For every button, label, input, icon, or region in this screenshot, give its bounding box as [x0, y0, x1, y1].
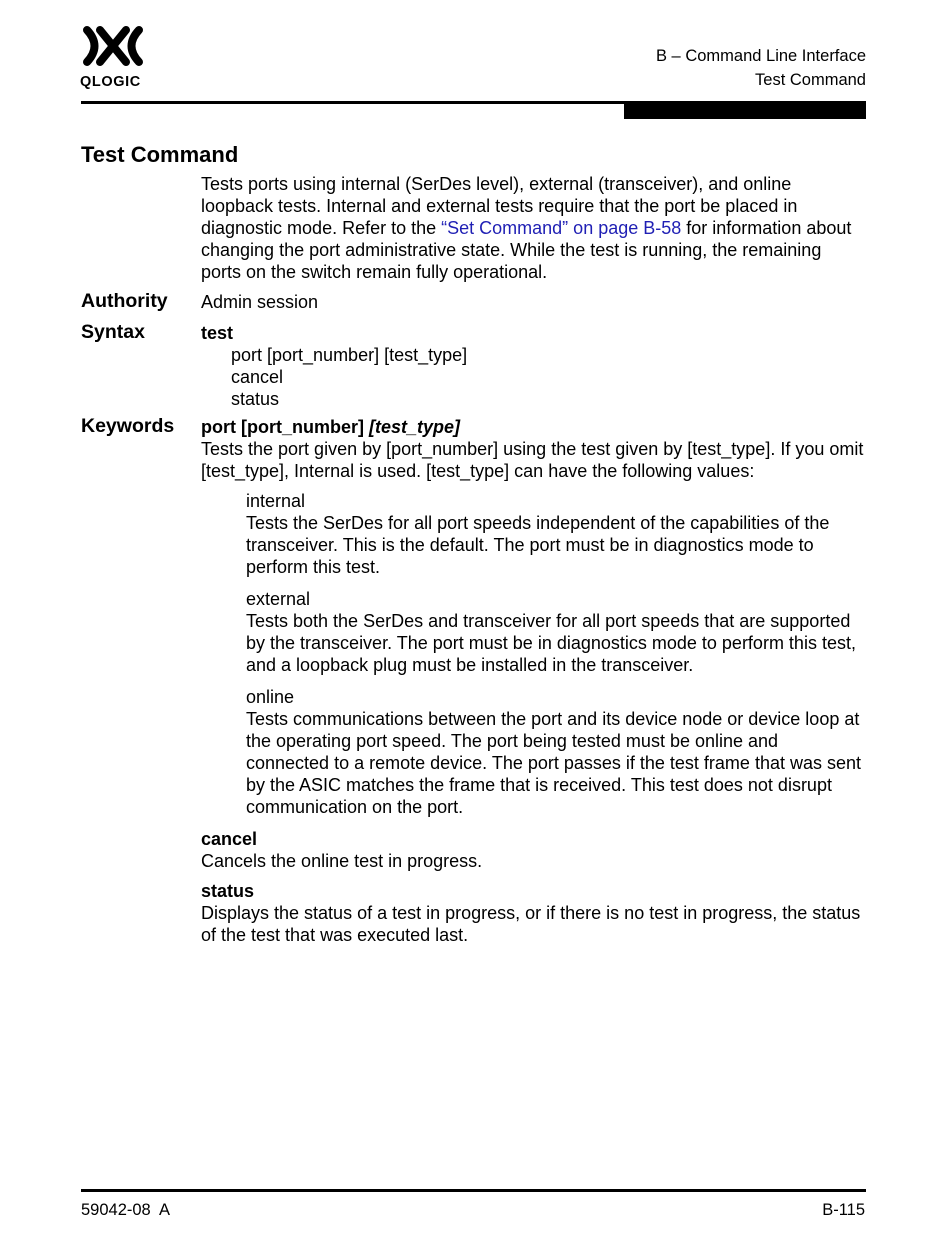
chapter-title: B – Command Line Interface — [655, 47, 866, 65]
intro-text-end: for information about changing the port administrative state. While the test is running, the remaining ports on the switch remain fully operational. — [201, 218, 852, 282]
keyword-cancel-heading: cancel — [201, 829, 258, 849]
header-bar — [624, 101, 866, 119]
keywords-label: Keywords — [81, 415, 175, 437]
keyword-port-name: port [port_number] — [201, 417, 369, 437]
intro-text-start: Tests ports using internal (SerDes level), external (transceiver), and online loopback tests. Internal and external tests require that the port be placed in diagnostic mode. Refer to the — [201, 174, 798, 238]
test-type-description: Tests communications between the port and its device node or device loop at the operating port speed. The port being tested must be online and connected to a remote device. The port passes if the test frame that was sent by the ASIC matches the frame that is received. This test does not disrupt communication on the port. — [246, 709, 861, 817]
syntax-line: port [port_number] [test_type] — [231, 345, 468, 365]
intro-paragraph — [201, 173, 866, 283]
keyword-cancel — [201, 828, 866, 872]
logo-wordmark: QLOGIC — [80, 74, 141, 90]
keyword-status-description: Displays the status of a test in progress, or if there is no test in progress, the status of the test that was executed last. — [201, 903, 861, 945]
qlogic-logo — [80, 24, 154, 94]
keyword-port-heading — [201, 416, 866, 438]
test-type-values — [246, 490, 866, 818]
test-type-description: Tests both the SerDes and transceiver for all port speeds that are supported by the transceiver. The port must be in diagnostics mode to perform this test, and a loopback plug must be installed in the transceiver. — [246, 611, 856, 675]
test-type-external — [246, 588, 866, 676]
test-type-name: external — [246, 589, 311, 609]
footer-rule — [81, 1189, 866, 1192]
authority-value: Admin session — [201, 292, 319, 312]
test-type-internal — [246, 490, 866, 578]
keyword-port-test-type: [test_type] — [369, 417, 461, 437]
syntax-line: cancel — [231, 367, 284, 387]
keyword-port-description: Tests the port given by [port_number] using the test given by [test_type]. If you omit [test_type], Internal is used. [test_type] can have the following values: — [201, 439, 864, 481]
syntax-command: test — [201, 323, 234, 343]
test-type-description: Tests the SerDes for all port speeds independent of the capabilities of the transceiver. This is the default. The port must be in diagnostics mode to perform this test. — [246, 513, 830, 577]
page-title: Test Command — [81, 142, 239, 167]
test-type-online — [246, 686, 866, 818]
keyword-status-heading: status — [201, 881, 255, 901]
syntax-block — [201, 322, 866, 410]
test-type-name: internal — [246, 491, 306, 511]
page-number: B-115 — [822, 1201, 865, 1219]
set-command-link[interactable]: “Set Command” on page B-58 — [441, 218, 682, 238]
authority-label: Authority — [81, 290, 168, 312]
keywords-block — [201, 416, 866, 946]
syntax-label: Syntax — [81, 321, 145, 343]
syntax-line: status — [231, 389, 280, 409]
document-number: 59042-08 A — [81, 1201, 170, 1219]
qlogic-logo-icon — [80, 24, 146, 68]
test-type-name: online — [246, 687, 295, 707]
running-header — [656, 44, 866, 92]
keyword-status — [201, 880, 866, 946]
section-title-header: Test Command — [755, 71, 866, 89]
keyword-cancel-description: Cancels the online test in progress. — [201, 851, 483, 871]
